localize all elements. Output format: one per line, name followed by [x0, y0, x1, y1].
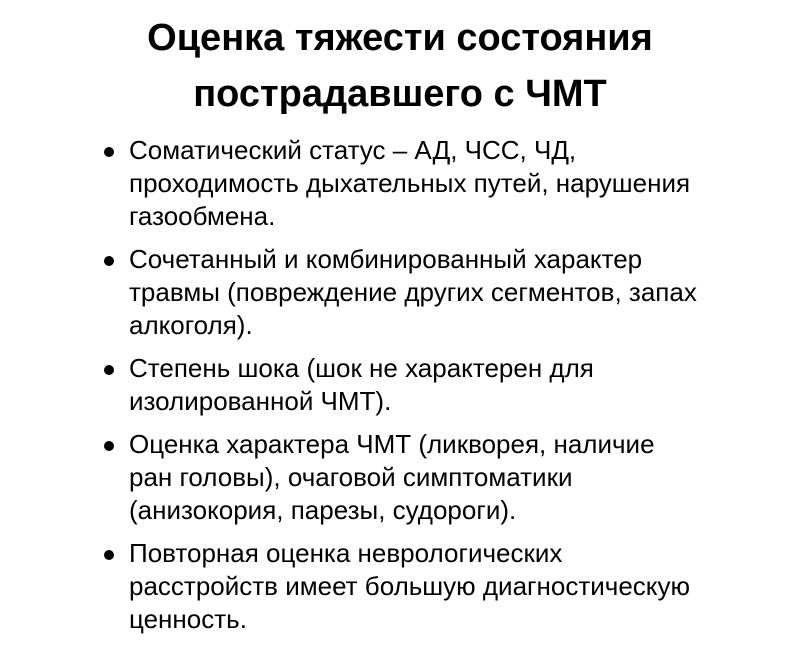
bullet-line: Оценка характера ЧМТ (ликворея, наличие: [129, 429, 655, 459]
bullet-line: Сочетанный и комбинированный характер: [129, 244, 643, 274]
bullet-line: алкоголя).: [129, 310, 253, 340]
bullet-text: [129, 352, 790, 418]
bullet-line: проходимость дыхательных путей, нарушения: [129, 168, 691, 198]
bullet-dot-icon: [104, 256, 114, 266]
bullet-text: [129, 537, 790, 636]
bullet-dot-icon: [104, 550, 114, 560]
bullet-item-combined-trauma: [100, 243, 790, 342]
bullet-dot-icon: [104, 365, 114, 375]
bullet-item-repeat-neuro-assessment: [100, 537, 790, 636]
slide-title-line-1: Оценка тяжести состояния: [147, 17, 653, 59]
bullet-dot-icon: [104, 147, 114, 157]
bullet-line: газообмена.: [129, 201, 276, 231]
bullet-item-tbi-assessment: [100, 428, 790, 527]
bullet-item-somatic-status: [100, 134, 790, 233]
slide-title-line-2: пострадавшего с ЧМТ: [193, 73, 607, 115]
bullet-list: [100, 134, 790, 646]
bullet-dot-icon: [104, 441, 114, 451]
bullet-line: Соматический статус – АД, ЧСС, ЧД,: [129, 135, 577, 165]
bullet-item-shock-degree: [100, 352, 790, 418]
bullet-text: [129, 428, 790, 527]
bullet-line: Повторная оценка неврологических: [129, 538, 563, 568]
slide-title: [40, 10, 760, 122]
bullet-line: травмы (повреждение других сегментов, запах: [129, 277, 697, 307]
bullet-text: [129, 243, 790, 342]
bullet-line: изолированной ЧМТ).: [129, 386, 392, 416]
bullet-line: ценность.: [129, 604, 247, 634]
bullet-line: ран головы), очаговой симптоматики: [129, 462, 573, 492]
bullet-line: (анизокория, парезы, судороги).: [129, 495, 517, 525]
bullet-line: Степень шока (шок не характерен для: [129, 353, 594, 383]
bullet-text: [129, 134, 790, 233]
bullet-line: расстройств имеет большую диагностическую: [129, 571, 690, 601]
